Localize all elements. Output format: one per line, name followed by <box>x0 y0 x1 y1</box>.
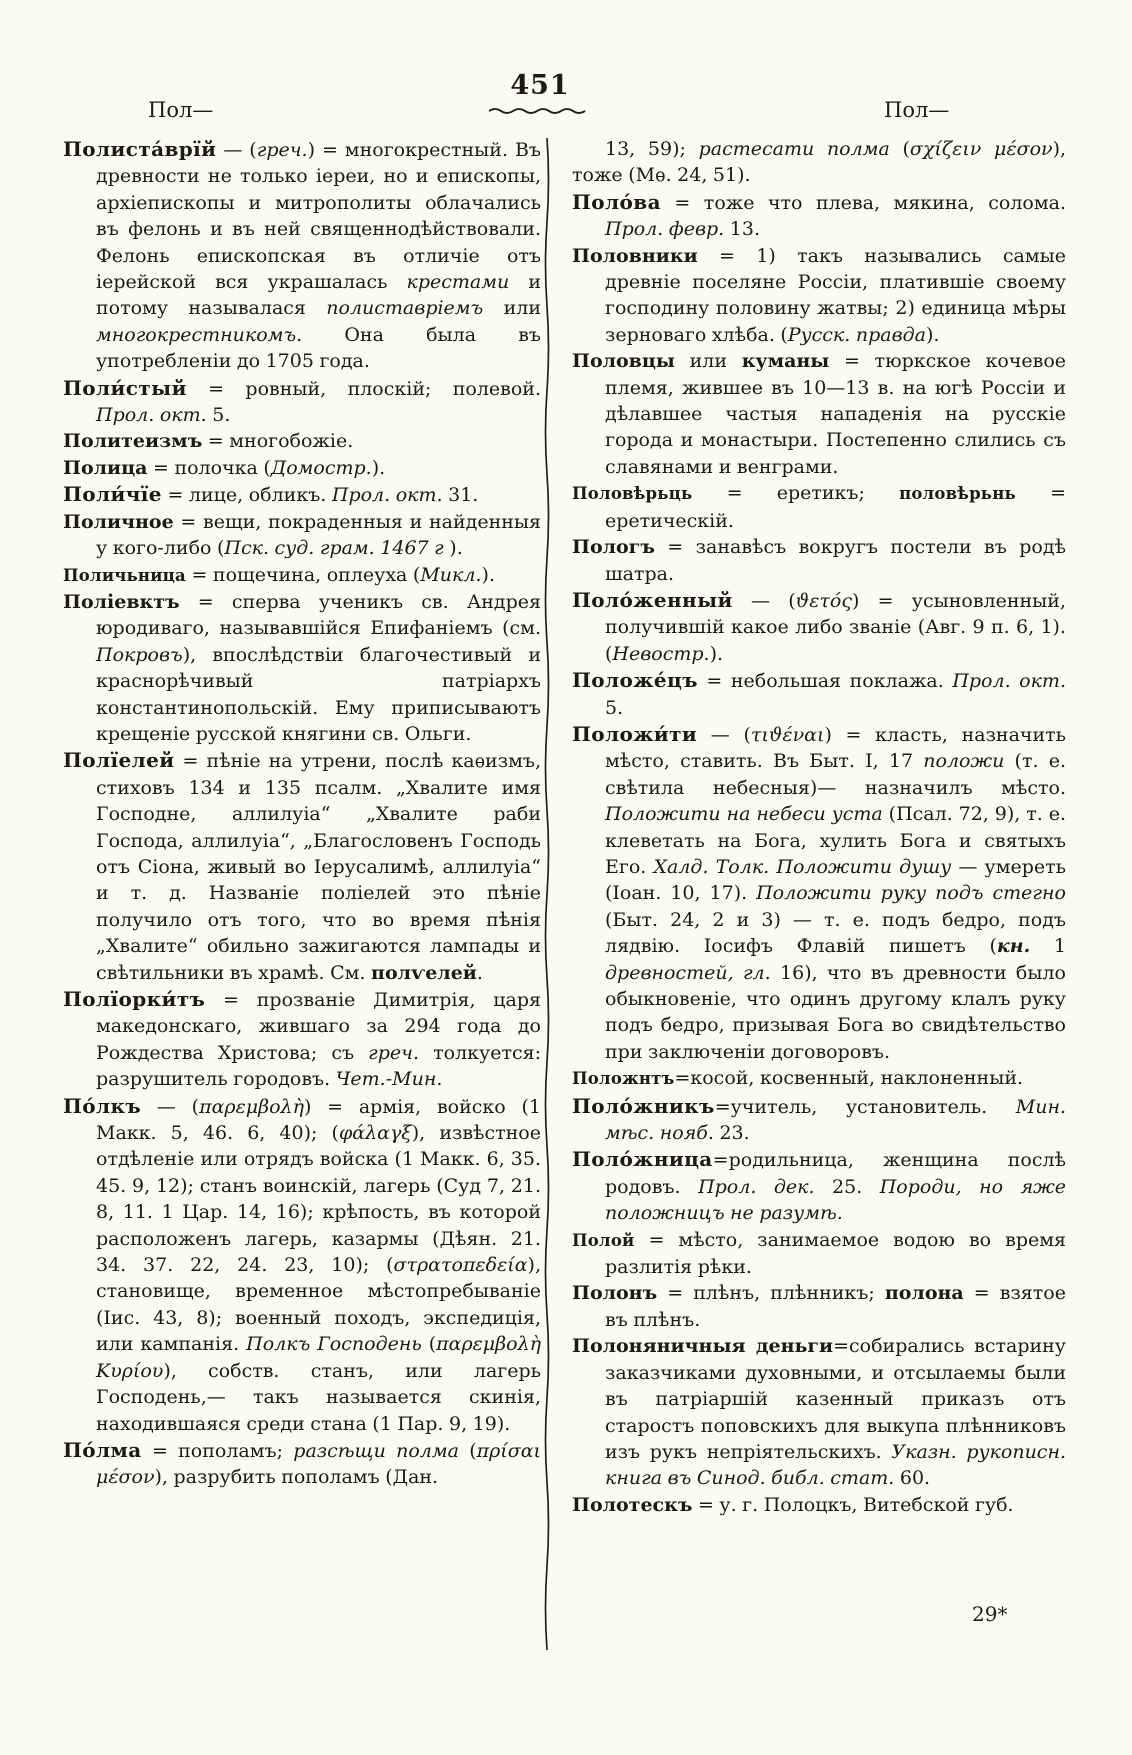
dictionary-entry <box>572 1093 1066 1147</box>
right-column-header: Пол— <box>884 98 950 122</box>
dictionary-entry <box>63 562 541 589</box>
entry-text: . <box>476 961 483 984</box>
entry-text: = полочка ( <box>147 456 271 479</box>
entry-text: толкуется: разрушитель городовъ. <box>96 1041 541 1091</box>
entry-headword: Половѣрьць <box>572 484 693 504</box>
entry-headword: Поліевктъ <box>63 590 180 613</box>
entry-text: — умереть (Іоан. 10, 17). <box>605 855 1067 905</box>
dictionary-entry <box>572 480 1066 534</box>
column-divider-rule <box>542 138 552 1653</box>
entry-headword: Политеизмъ <box>63 430 203 453</box>
entry-headword: Половцы <box>572 350 675 373</box>
entry-text: ). <box>709 642 724 665</box>
left-column-header: Пол— <box>148 98 214 122</box>
entry-text: Халд. Толк. Положити душу <box>653 855 952 878</box>
entry-headword: Полоняничныя деньги <box>572 1335 834 1358</box>
entry-text: Чет.-Мин. <box>335 1068 443 1091</box>
entry-headword: Поли́чїе <box>63 482 162 507</box>
entry-text: = небольшая поклажа. <box>697 670 953 693</box>
entry-text: греч. <box>256 139 308 161</box>
entry-headword: По́лкъ <box>63 1093 142 1118</box>
entry-text: Прол. февр. <box>605 218 725 241</box>
entry-text: 5. <box>605 696 624 719</box>
entry-text: 5. <box>206 404 231 427</box>
entry-text: = еретическій. <box>605 482 1066 532</box>
dictionary-entry <box>63 136 541 375</box>
entry-text: древностей, гл. <box>605 961 771 984</box>
entry-text: ), тоже (Мѳ. 24, 51). <box>572 138 1067 187</box>
entry-text: Прол. дек. <box>698 1175 815 1198</box>
entry-text: Прол. окт. <box>331 484 443 507</box>
entry-text: = пѣніе на утрени, послѣ каѳизмъ, стиховъ 134 и 135 псалм. „Хвалите имя Господне, аллилуіа“ „Хвалите раби Господа, аллилуіа“, „Благословенъ Господь отъ Сіона, живый во Іерусалимѣ, аллилуіа“ и т. д. Названіе поліелей это пѣніе получило отъ того, что во время пѣнія „Хвалите“ обильно зажигаются лампады и свѣтильники въ храмѣ. См. <box>96 750 541 984</box>
dictionary-entry <box>572 189 1066 243</box>
entry-text: и потому называлася <box>96 271 541 320</box>
entry-text: положи <box>923 750 1005 773</box>
dictionary-entry <box>572 1280 1066 1333</box>
entry-text: στρατοπεδεία <box>393 1254 528 1277</box>
entry-headword: Поло́женный <box>572 587 733 612</box>
entry-text: (т. е. свѣтила небесныя)— назначилъ мѣсто. <box>605 750 1066 799</box>
entry-text: — ( <box>216 139 257 161</box>
left-column <box>63 136 541 1491</box>
dictionary-entry <box>572 243 1066 349</box>
entry-text: = прозваніе Димитрія, царя македонскаго, жившаго за 294 года до Рождества Христова; съ <box>96 989 541 1064</box>
entry-text: = пополамъ; <box>141 1439 294 1462</box>
entry-text: кн. <box>996 935 1031 958</box>
entry-text: Прол. окт. <box>96 404 207 427</box>
dictionary-entry <box>572 534 1066 587</box>
entry-text: — ( <box>141 1095 200 1118</box>
dictionary-entry <box>63 1437 541 1491</box>
entry-text: многокрестникомъ <box>96 323 297 346</box>
entry-text: παρεμβολὴ <box>199 1095 304 1118</box>
entry-headword: Полїорки́тъ <box>63 987 206 1011</box>
entry-text: полѵелей <box>371 961 477 984</box>
entry-text: Указн. рукописн. книга въ Синод. библ. стат. <box>605 1440 1067 1490</box>
entry-text: = тюркское кочевое племя, жившее въ 10—13 в. на югѣ Россіи и дѣлавшее частыя нападенія на русскіе города и монастыри. Постепенно слились съ славянами и венграми. <box>605 350 1066 478</box>
entry-text: ). <box>371 456 386 479</box>
entry-text: ( <box>889 138 910 160</box>
entry-text: = 1) такъ назывались самые древніе поселяне Россіи, платившіе своему господину половину жатвы; 2) единица мѣры зерноваго хлѣба. ( <box>605 244 1066 346</box>
entry-text: 60. <box>894 1467 931 1490</box>
entry-headword: Полой <box>572 1230 635 1250</box>
entry-text: = вещи, покраденныя и найденныя у кого-либо ( <box>96 510 541 560</box>
entry-text: ) = усыновленный, получившій какое либо званіе (Авг. 9 п. 6, 1). ( <box>605 589 1066 665</box>
dictionary-entry <box>63 589 541 747</box>
entry-headword: Поло́жница <box>572 1147 713 1172</box>
entry-text: σχίζειν μέσον <box>909 138 1053 160</box>
entry-text: 31. <box>442 484 479 507</box>
entry-text: ), собств. станъ, или лагерь Господень,— такъ называется скинія, находившаяся среди стана (1 Пар. 9, 19). <box>96 1359 541 1435</box>
entry-text: Русск. правда <box>787 323 927 346</box>
entry-text: ) = армія, войско (1 Макк. 5, 46. 6, 40); ( <box>96 1095 541 1145</box>
entry-text: ), становище, временное мѣстопребываніе (Іис. 43, 8); военный походъ, экспедиція, или кампанія. <box>96 1254 541 1356</box>
entry-text: 13, 59); <box>605 138 699 160</box>
dictionary-entry <box>63 509 541 562</box>
entry-headword: Полотескъ <box>572 1493 693 1516</box>
entry-text: (Псал. 72, 9), т. е. клеветать на Бога, хулить Бога и святыхъ Его. <box>605 803 1066 878</box>
entry-headword: По́лма <box>63 1437 142 1462</box>
entry-text: = мѣсто, занимаемое водою во время разлитія рѣки. <box>605 1228 1066 1279</box>
entry-text: полона <box>884 1282 964 1305</box>
entry-headword: Полица <box>63 456 148 479</box>
entry-text: 1 <box>1030 935 1066 958</box>
entry-text: или <box>483 297 541 320</box>
entry-text: ). <box>443 537 463 560</box>
entry-text: = занавѣсъ вокругъ постели въ родѣ шатра. <box>605 536 1066 585</box>
entry-headword: Положе́цъ <box>572 668 698 693</box>
entry-text: ), разрубить пополамъ (Дан. <box>154 1466 439 1489</box>
entry-headword: Половники <box>572 244 698 267</box>
entry-headword: Поличное <box>63 510 174 533</box>
entry-text: Микл. <box>420 563 482 586</box>
dictionary-entry <box>63 428 541 454</box>
dictionary-entry <box>572 1146 1066 1226</box>
entry-text: Покровъ <box>96 643 183 666</box>
entry-text: Прол. окт. <box>952 670 1066 693</box>
dictionary-entry <box>572 348 1066 480</box>
dictionary-entry <box>63 375 541 429</box>
entry-headword: Положнтъ <box>572 1069 675 1089</box>
entry-text: Невостр. <box>612 642 710 665</box>
entry-headword: Поло́жникъ <box>572 1093 715 1118</box>
entry-text: =родильница, женщина послѣ родовъ. <box>605 1149 1066 1198</box>
dictionary-entry-continuation <box>572 136 1066 189</box>
entry-text: половѣрьнь <box>899 484 1016 504</box>
entry-text: ), впослѣдствіи благочестивый и краснорѣчивый патріархъ константинопольскій. Ему приписываютъ крещеніе русской княгини св. Ольги. <box>96 643 541 745</box>
entry-text: 23. <box>713 1122 750 1145</box>
page-number-underline <box>488 106 586 116</box>
entry-text: ) = многокрестный. Въ древности не только іереи, но и епископы, архіепископы и митрополиты облачались въ фелонь и въ ней священнодѣйствовали. Фелонь епископская въ отличіе отъ іерейской вся украшалась <box>96 139 542 294</box>
dictionary-entry <box>63 986 541 1093</box>
entry-text: растесати полма <box>698 138 890 160</box>
entry-text: греч. <box>368 1041 420 1064</box>
entry-text: Полкъ Господень <box>246 1333 422 1356</box>
entry-text: = у. г. Полоцкъ, Витебской губ. <box>692 1493 1014 1516</box>
entry-text: ( <box>421 1333 437 1356</box>
entry-text: ( <box>458 1439 477 1462</box>
dictionary-entry <box>63 1093 541 1437</box>
entry-text: — ( <box>732 589 796 612</box>
entry-text: крестами <box>406 271 510 294</box>
entry-text: Домостр. <box>270 456 372 479</box>
right-column <box>572 136 1066 1518</box>
entry-text: = пощечина, оплеуха ( <box>185 563 421 586</box>
entry-text: — ( <box>697 723 751 746</box>
entry-text: Положити руку подъ стегно <box>756 882 1066 905</box>
entry-text: =косой, косвенный, наклоненный. <box>674 1067 1024 1090</box>
entry-text: или <box>674 350 742 373</box>
entry-headword: Полиста́врїй <box>63 137 217 161</box>
entry-text: =собирались встарину заказчиками духовными, и отсылаемы были въ патріаршій казенный приказъ отъ старостъ поповскихъ для выкупа плѣнниковъ изъ рукъ непріятельскихъ. <box>605 1335 1066 1463</box>
dictionary-entry <box>63 481 541 508</box>
entry-text: = взятое въ плѣнъ. <box>605 1282 1066 1331</box>
dictionary-entry <box>63 455 541 481</box>
dictionary-entry <box>572 1227 1066 1281</box>
entry-text: разсѣщи полма <box>293 1439 459 1462</box>
dictionary-entry <box>572 1333 1066 1491</box>
entry-text: 13. <box>724 218 760 241</box>
entry-headword: Полонъ <box>572 1282 658 1305</box>
entry-text: = еретикъ; <box>692 482 900 505</box>
entry-text: полиставріемъ <box>326 297 484 320</box>
entry-text: 25. <box>814 1175 880 1198</box>
entry-text: = плѣнъ, плѣнникъ; <box>657 1282 885 1305</box>
entry-text: ). <box>481 563 495 586</box>
entry-text: (Быт. 24, 2 и 3) — т. е. подъ бедро, подъ лядвію. Іосифъ Флавій пишетъ ( <box>605 908 1066 958</box>
entry-text: ), извѣстное отдѣленіе или отрядъ войска (1 Макк. 6, 35. 45. 9, 12); станъ воинскій, лагерь (Суд 7, 21. 8, 11. 1 Цар. 14, 16); крѣпость, въ которой расположенъ лагерь, казармы (Дѣян. 21. 34. 37. 22, 24. 23, 10); ( <box>96 1122 541 1277</box>
page-number: 451 <box>510 70 570 101</box>
dictionary-entry <box>572 587 1066 667</box>
entry-headword: Положи́ти <box>572 721 698 746</box>
entry-headword: Поличьница <box>63 565 186 585</box>
entry-text: ). <box>926 323 940 346</box>
entry-text: =учитель, установитель. <box>714 1095 1016 1118</box>
entry-headword: Поло́ва <box>572 189 661 214</box>
entry-text: Пск. суд. грам. 1467 г <box>224 537 444 560</box>
entry-headword: Пологъ <box>572 536 655 559</box>
dictionary-entry <box>572 1065 1066 1092</box>
entry-headword: Поли́стый <box>63 375 187 400</box>
dictionary-entry <box>572 667 1066 721</box>
dictionary-entry <box>63 747 541 986</box>
entry-text: = тоже что плева, мякина, солома. <box>660 191 1066 214</box>
entry-text: = лице, обликъ. <box>161 484 332 507</box>
entry-text: πρίσαι μέσον <box>96 1439 541 1489</box>
dictionary-entry <box>572 1492 1066 1518</box>
signature-mark: 29* <box>972 1602 1008 1626</box>
entry-text: куманы <box>741 350 830 373</box>
entry-text: Породи, но яже положницъ не разумѣ. <box>605 1175 1066 1225</box>
entry-text: = многобожіе. <box>202 430 354 453</box>
entry-text: Мин. мѣс. нояб. <box>605 1095 1066 1145</box>
entry-text: ϑετός <box>795 589 852 612</box>
entry-text: φάλαγξ <box>338 1122 412 1145</box>
entry-text: παρεμβολὴ Κυρίου <box>96 1333 542 1382</box>
entry-text: Положити на небеси уста <box>605 803 883 826</box>
entry-text: = ровный, плоскій; полевой. <box>186 377 541 400</box>
entry-headword: Полїелей <box>63 748 175 773</box>
entry-text: 16), что въ древности было обыкновеніе, что одинъ другому клалъ руку подъ бедро, призывая Бога во свидѣтельство при заключеніи договоровъ. <box>605 961 1066 1063</box>
entry-text: . Она была въ употребленіи до 1705 года. <box>96 323 541 373</box>
dictionary-entry <box>572 721 1066 1065</box>
entry-text: = сперва ученикъ св. Андрея юродиваго, называвшійся Епифаніемъ (см. <box>96 590 541 640</box>
entry-text: ) = класть, назначить мѣсто, ставить. Въ Быт. I, 17 <box>605 723 1067 773</box>
entry-text: τιϑέναι <box>750 723 825 746</box>
